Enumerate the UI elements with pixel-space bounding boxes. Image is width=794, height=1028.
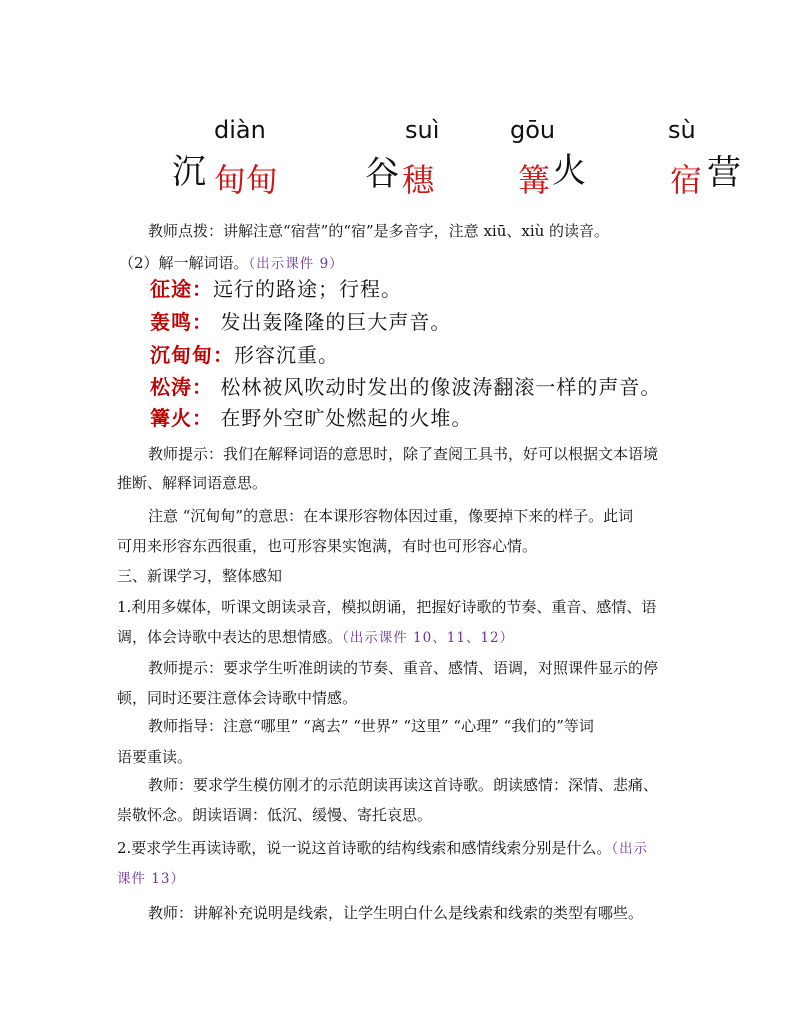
pinyin-gou: gōu — [510, 116, 556, 144]
vocab-item — [150, 309, 451, 335]
teacher-guide-line2: 语要重读。 — [117, 748, 193, 766]
char-sui: 穗 — [402, 161, 435, 199]
vocab-item — [150, 342, 339, 368]
item-2-hint-2: 课件 13） — [117, 871, 185, 887]
vocab-term: 轰鸣： — [150, 310, 213, 334]
vocab-item — [150, 276, 402, 302]
section-3-title: 三、新课学习，整体感知 — [117, 567, 283, 585]
item-1-text: 调，体会诗歌中表达的思想情感。 — [117, 628, 343, 646]
char-huo: 火 — [552, 151, 586, 191]
vocab-def: 形容沉重。 — [234, 343, 339, 367]
note-line1: 注意 “沉甸甸”的意思：在本课形容物体因过重，像要掉下来的样子。此词 — [148, 507, 634, 525]
teacher-4-line1: 教师：要求学生模仿刚才的示范朗读再读这首诗歌。朗读感情：深情、悲痛、 — [148, 776, 659, 794]
vocab-def: 发出轰隆隆的巨大声音。 — [213, 310, 452, 334]
char-chen: 沉 — [172, 152, 206, 192]
teacher-tip-2-line2: 推断、解释词语意思。 — [117, 474, 268, 492]
char-gu: 谷 — [365, 154, 399, 194]
char-diandian: 甸甸 — [214, 161, 279, 199]
section-2-hint: （出示课件 9） — [248, 256, 344, 272]
teacher-tip-3-line1: 教师提示：要求学生听准朗读的节奏、重音、感情、语调，对照课件显示的停 — [148, 659, 659, 677]
section-2-heading — [119, 253, 344, 274]
teacher-tip-1: 教师点拨：讲解注意“宿营”的“宿”是多音字，注意 xiū、xiù 的读音。 — [148, 222, 610, 240]
vocab-def: 松林被风吹动时发出的像波涛翻滚一样的声音。 — [213, 375, 662, 399]
char-ying: 营 — [707, 153, 741, 193]
char-su: 宿 — [670, 161, 703, 199]
item-2-text: 2.要求学生再读诗歌，说一说这首诗歌的结构线索和感情线索分别是什么。 — [117, 839, 612, 857]
item-1-line1: 1.利用多媒体，听课文朗读录音，模拟朗诵，把握好诗歌的节奏、重音、感情、语 — [117, 598, 657, 616]
vocab-item — [150, 374, 661, 400]
item-1-line2 — [117, 627, 514, 648]
pinyin-dian: diàn — [214, 116, 266, 144]
item-1-hint: （出示课件 10、11、12） — [342, 630, 515, 646]
teacher-guide-line1: 教师指导：注意“哪里” “离去” “世界” “这里” “心理” “我们的”等词 — [148, 717, 594, 735]
vocab-def: 远行的路途；行程。 — [213, 277, 402, 301]
vocab-term: 征途： — [150, 277, 213, 301]
vocab-term: 篝火： — [150, 406, 213, 430]
item-2-hint-1: （出示 — [611, 841, 649, 857]
pinyin-sui: suì — [405, 116, 440, 144]
teacher-5: 教师：讲解补充说明是线索，让学生明白什么是线索和线索的类型有哪些。 — [148, 904, 644, 922]
vocab-def: 在野外空旷处燃起的火堆。 — [213, 406, 473, 430]
item-2-line1 — [117, 838, 648, 859]
pinyin-su: sù — [668, 116, 696, 144]
section-2-label: （2）解一解词语。 — [119, 254, 249, 272]
teacher-tip-3-line2: 顿，同时还要注意体会诗歌中情感。 — [117, 689, 358, 707]
note-line2: 可用来形容东西很重，也可形容果实饱满，有时也可形容心情。 — [117, 537, 538, 555]
vocab-term: 松涛： — [150, 375, 213, 399]
teacher-tip-2-line1: 教师提示：我们在解释词语的意思时，除了查阅工具书，好可以根据文本语境 — [148, 445, 659, 463]
vocab-item — [150, 405, 472, 431]
vocab-term: 沉甸甸： — [150, 343, 234, 367]
char-gou: 篝 — [518, 161, 551, 199]
teacher-4-line2: 崇敬怀念。朗读语调：低沉、缓慢、寄托哀思。 — [117, 806, 433, 824]
